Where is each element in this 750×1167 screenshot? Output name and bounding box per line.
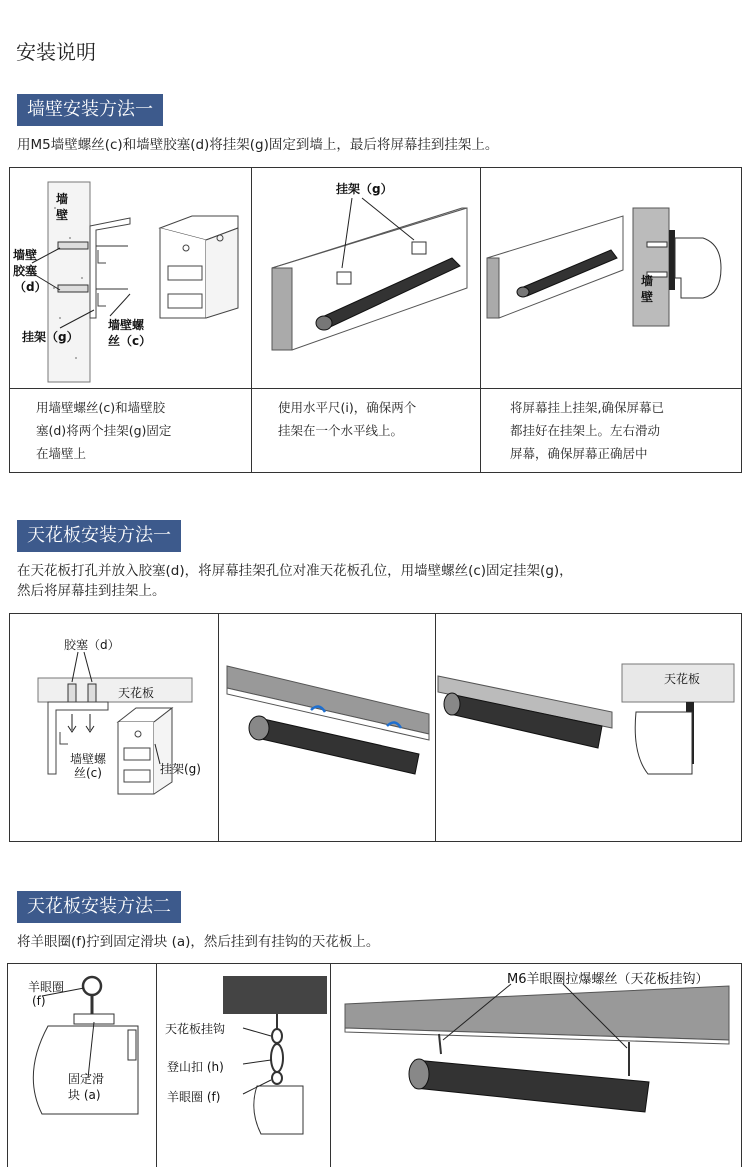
wall2-label-b: 壁: [641, 290, 654, 304]
ceiling-hook-illustration: [157, 964, 330, 1167]
ceiling-label: 天花板: [118, 686, 155, 700]
ceiling-mounted-drawing: [436, 614, 741, 841]
hook-label: 天花板挂钩: [165, 1022, 226, 1036]
ceiling-plug-label: 胶塞（d）: [64, 638, 120, 652]
ceiling2-description: 将羊眼圈(f)拧到固定滑块 (a)，然后挂到有挂钩的天花板上。: [17, 934, 380, 950]
ceiling-bracket-label: 挂架(g): [160, 762, 201, 776]
bracket-label: 挂架（g）: [22, 330, 79, 344]
hung-screen-illustration: [481, 168, 742, 388]
bracket-label-2: 挂架（g）: [336, 182, 393, 196]
ceiling1-section-heading: 天花板安装方法一: [17, 520, 181, 552]
eye-bolt-slider-illustration: [8, 964, 156, 1167]
ceiling2-diagram-panel: [7, 963, 742, 1167]
wall-section-heading: 墙壁安装方法一: [17, 94, 163, 126]
ceiling1-description: 在天花板打孔并放入胶塞(d)，将屏幕挂架孔位对准天花板孔位，用墙壁螺丝(c)固定挂架(g)， 然后将屏幕挂到挂架上。: [17, 563, 573, 599]
ceiling-screw-label-b: 丝(c): [74, 766, 102, 780]
caption-step-2: 使用水平尺(i)，确保两个 挂架在一个水平线上。: [278, 400, 417, 438]
ceiling-bracket-illustration: [10, 614, 218, 841]
wall-screen-drawing: [252, 168, 480, 388]
ceiling-screen-install-illustration: [219, 614, 435, 841]
plug-label-c: （d）: [14, 280, 47, 294]
slider-label-b: 块 (a): [68, 1088, 101, 1102]
wall-description: 用M5墙壁螺丝(c)和墙壁胶塞(d)将挂架(g)固定到墙上，最后将屏幕挂到挂架上。: [17, 137, 499, 153]
wall-diagram-panel: [9, 167, 742, 473]
ceiling2-section-heading: 天花板安装方法二: [17, 891, 181, 923]
ceiling2-label: 天花板: [664, 672, 701, 686]
ceiling-suspension-drawing: [331, 964, 741, 1167]
screw-label-a: 墙壁螺: [108, 318, 145, 332]
wall-mounted-screen-drawing: [481, 168, 742, 388]
plug-label-a: 墙壁: [13, 248, 38, 262]
wall-label-b: 壁: [56, 208, 69, 222]
level-bracket-illustration: [252, 168, 480, 388]
ceiling-screw-label-a: 墙壁螺: [70, 752, 107, 766]
ceiling-suspension-illustration: [331, 964, 741, 1167]
plug-label-b: 胶塞: [13, 264, 38, 278]
page-title: 安装说明: [16, 40, 96, 64]
caption-step-1: 用墙壁螺丝(c)和墙壁胶 塞(d)将两个挂架(g)固定 在墙壁上: [36, 400, 172, 461]
wall-bracket-illustration: [10, 168, 251, 388]
ceiling-mounted-screen-illustration: [436, 614, 741, 841]
caption-step-3: 将屏幕挂上挂架,确保屏幕已 都挂好在挂架上。左右滑动 屏幕，确保屏幕正确居中: [510, 400, 664, 461]
ceiling-screen-drawing: [219, 614, 435, 841]
eye-label-a: 羊眼圈: [28, 980, 65, 994]
wall-label-a: 墙: [56, 192, 69, 206]
slider-label-a: 固定滑: [68, 1072, 105, 1086]
eye2-label: 羊眼圈 (f): [167, 1090, 221, 1104]
eye-label-b: (f): [32, 994, 46, 1008]
carabiner-label: 登山扣 (h): [167, 1060, 224, 1074]
wall2-label-a: 墙: [641, 274, 654, 288]
ceiling1-diagram-panel: [9, 613, 742, 842]
screw-label-b: 丝（c）: [108, 334, 152, 348]
panel-divider: [10, 388, 741, 389]
m6-eye-bolt-label: M6羊眼圈拉爆螺丝（天花板挂钩）: [507, 972, 709, 987]
